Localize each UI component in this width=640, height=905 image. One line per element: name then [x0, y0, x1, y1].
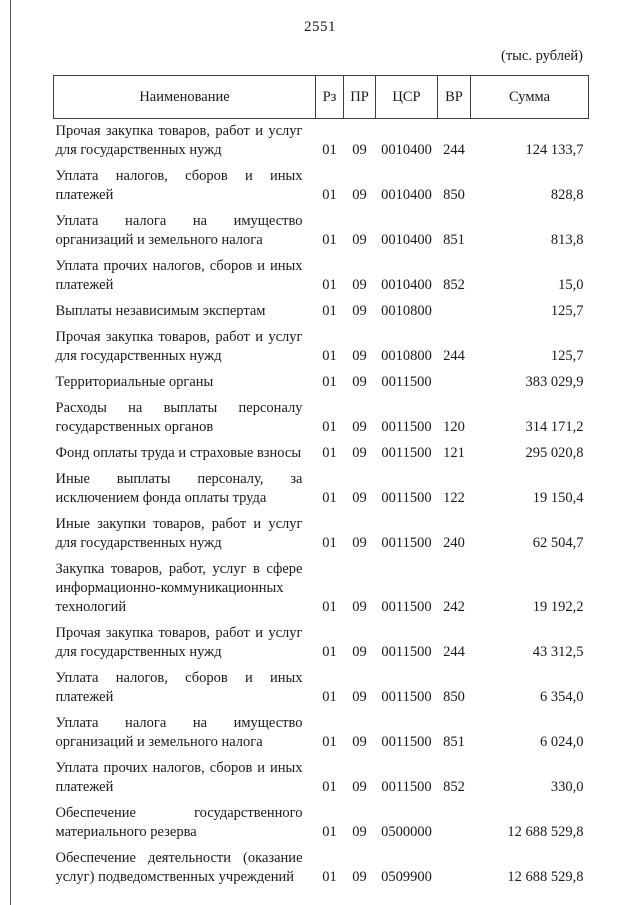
vr-cell: 850 — [443, 689, 465, 705]
sum-cell: 62 504,7 — [532, 535, 584, 551]
rz-cell: 01 — [322, 445, 337, 461]
pr-cell: 09 — [352, 535, 367, 551]
pr-cell: 09 — [352, 419, 367, 435]
csr-cell: 0011500 — [381, 445, 432, 461]
name-cell: Иные выплаты персоналу, за исключением фонда оплаты труда — [55, 471, 303, 506]
pr-cell: 09 — [352, 187, 367, 203]
sum-cell: 15,0 — [558, 277, 584, 293]
pr-cell: 09 — [352, 644, 367, 660]
header-vr: ВР — [438, 76, 471, 119]
header-csr: ЦСР — [376, 76, 438, 119]
pr-cell: 09 — [352, 374, 367, 390]
csr-cell: 0011500 — [381, 644, 432, 660]
sum-cell: 19 192,2 — [532, 599, 584, 615]
table-row — [54, 325, 589, 370]
table-row — [54, 299, 589, 325]
pr-cell: 09 — [352, 490, 367, 506]
table-row — [54, 370, 589, 396]
name-cell: Уплата прочих налогов, сборов и иных платежей — [55, 258, 303, 293]
header-sum: Сумма — [471, 76, 589, 119]
name-cell: Выплаты независимым экспертам — [55, 303, 266, 319]
table-row — [54, 557, 589, 621]
table-row — [54, 254, 589, 299]
table-row — [54, 801, 589, 846]
vr-cell: 244 — [443, 348, 465, 364]
name-cell: Иные закупки товаров, работ и услуг для государственных нужд — [55, 516, 303, 551]
csr-cell: 0010400 — [381, 277, 432, 293]
rz-cell: 01 — [322, 535, 337, 551]
pr-cell: 09 — [352, 277, 367, 293]
sum-cell: 125,7 — [550, 303, 584, 319]
csr-cell: 0010400 — [381, 232, 432, 248]
sum-cell: 383 029,9 — [525, 374, 584, 390]
rz-cell: 01 — [322, 599, 337, 615]
page-number: 2551 — [304, 19, 336, 35]
sum-cell: 43 312,5 — [532, 644, 584, 660]
table-row — [54, 666, 589, 711]
pr-cell: 09 — [352, 734, 367, 750]
table-row — [54, 711, 589, 756]
sum-cell: 314 171,2 — [525, 419, 584, 435]
vr-cell: 244 — [443, 644, 465, 660]
vr-cell — [438, 370, 471, 396]
sum-cell: 19 150,4 — [532, 490, 584, 506]
rz-cell: 01 — [322, 869, 337, 885]
sum-cell: 828,8 — [550, 187, 584, 203]
sum-cell: 330,0 — [550, 779, 584, 795]
units-note: (тыс. рублей) — [501, 48, 583, 64]
pr-cell: 09 — [352, 232, 367, 248]
sum-cell: 12 688 529,8 — [507, 824, 584, 840]
pr-cell: 09 — [352, 779, 367, 795]
rz-cell: 01 — [322, 644, 337, 660]
rz-cell: 01 — [322, 142, 337, 158]
table-header — [54, 76, 589, 119]
name-cell: Уплата прочих налогов, сборов и иных платежей — [55, 760, 303, 795]
csr-cell: 0011500 — [381, 535, 432, 551]
vr-cell: 851 — [443, 734, 465, 750]
budget-table — [53, 75, 589, 891]
sum-cell: 124 133,7 — [525, 142, 584, 158]
name-cell: Прочая закупка товаров, работ и услуг для государственных нужд — [55, 123, 303, 158]
header-pr: ПР — [344, 76, 376, 119]
name-cell: Уплата налога на имущество организаций и земельного налога — [55, 715, 303, 750]
name-cell: Уплата налога на имущество организаций и земельного налога — [55, 213, 303, 248]
rz-cell: 01 — [322, 689, 337, 705]
name-cell: Уплата налогов, сборов и иных платежей — [55, 670, 303, 705]
name-cell: Уплата налогов, сборов и иных платежей — [55, 168, 303, 203]
rz-cell: 01 — [322, 374, 337, 390]
rz-cell: 01 — [322, 824, 337, 840]
table-row — [54, 119, 589, 165]
csr-cell: 0010400 — [381, 187, 432, 203]
vr-cell — [438, 801, 471, 846]
vr-cell: 240 — [443, 535, 465, 551]
sum-cell: 813,8 — [550, 232, 584, 248]
pr-cell: 09 — [352, 348, 367, 364]
vr-cell: 242 — [443, 599, 465, 615]
pr-cell: 09 — [352, 824, 367, 840]
csr-cell: 0011500 — [381, 490, 432, 506]
vr-cell — [438, 846, 471, 891]
csr-cell: 0500000 — [381, 824, 432, 840]
vr-cell: 120 — [443, 419, 465, 435]
table-row — [54, 164, 589, 209]
pr-cell: 09 — [352, 303, 367, 319]
rz-cell: 01 — [322, 734, 337, 750]
pr-cell: 09 — [352, 142, 367, 158]
name-cell: Прочая закупка товаров, работ и услуг для государственных нужд — [55, 329, 303, 364]
rz-cell: 01 — [322, 419, 337, 435]
csr-cell: 0011500 — [381, 599, 432, 615]
table-row — [54, 512, 589, 557]
csr-cell: 0509900 — [381, 869, 432, 885]
vr-cell: 850 — [443, 187, 465, 203]
vr-cell: 851 — [443, 232, 465, 248]
name-cell: Прочая закупка товаров, работ и услуг для государственных нужд — [55, 625, 303, 660]
vr-cell: 121 — [443, 445, 465, 461]
csr-cell: 0010800 — [381, 348, 432, 364]
csr-cell: 0011500 — [381, 419, 432, 435]
name-cell: Территориальные органы — [55, 374, 214, 390]
csr-cell: 0010800 — [381, 303, 432, 319]
name-cell: Закупка товаров, работ, услуг в сфере информационно-коммуникационных технологий — [55, 561, 303, 615]
name-cell: Фонд оплаты труда и страховые взносы — [55, 445, 302, 461]
rz-cell: 01 — [322, 303, 337, 319]
csr-cell: 0011500 — [381, 374, 432, 390]
sum-cell: 125,7 — [550, 348, 584, 364]
rz-cell: 01 — [322, 779, 337, 795]
vr-cell: 852 — [443, 277, 465, 293]
table-row — [54, 467, 589, 512]
table-row — [54, 756, 589, 801]
pr-cell: 09 — [352, 599, 367, 615]
rz-cell: 01 — [322, 348, 337, 364]
rz-cell: 01 — [322, 232, 337, 248]
table-body — [54, 119, 589, 892]
header-rz: Рз — [316, 76, 344, 119]
sum-cell: 6 354,0 — [540, 689, 584, 705]
vr-cell: 852 — [443, 779, 465, 795]
table-row — [54, 396, 589, 441]
name-cell: Обеспечение государственного материального резерва — [55, 805, 303, 840]
csr-cell: 0011500 — [381, 734, 432, 750]
csr-cell: 0011500 — [381, 689, 432, 705]
table-row — [54, 846, 589, 891]
sum-cell: 6 024,0 — [540, 734, 584, 750]
sum-cell: 295 020,8 — [525, 445, 584, 461]
pr-cell: 09 — [352, 689, 367, 705]
csr-cell: 0010400 — [381, 142, 432, 158]
vr-cell — [438, 299, 471, 325]
rz-cell: 01 — [322, 277, 337, 293]
header-name: Наименование — [54, 76, 316, 119]
rz-cell: 01 — [322, 490, 337, 506]
vr-cell: 122 — [443, 490, 465, 506]
csr-cell: 0011500 — [381, 779, 432, 795]
name-cell: Расходы на выплаты персоналу государственных органов — [55, 400, 303, 435]
vr-cell: 244 — [443, 142, 465, 158]
table-row — [54, 209, 589, 254]
table-row — [54, 441, 589, 467]
scan-edge-line — [10, 0, 11, 905]
table-header-row — [54, 76, 589, 119]
table-row — [54, 621, 589, 666]
pr-cell: 09 — [352, 869, 367, 885]
sum-cell: 12 688 529,8 — [507, 869, 584, 885]
name-cell: Обеспечение деятельности (оказание услуг) подведомственных учреждений — [55, 850, 303, 885]
pr-cell: 09 — [352, 445, 367, 461]
rz-cell: 01 — [322, 187, 337, 203]
